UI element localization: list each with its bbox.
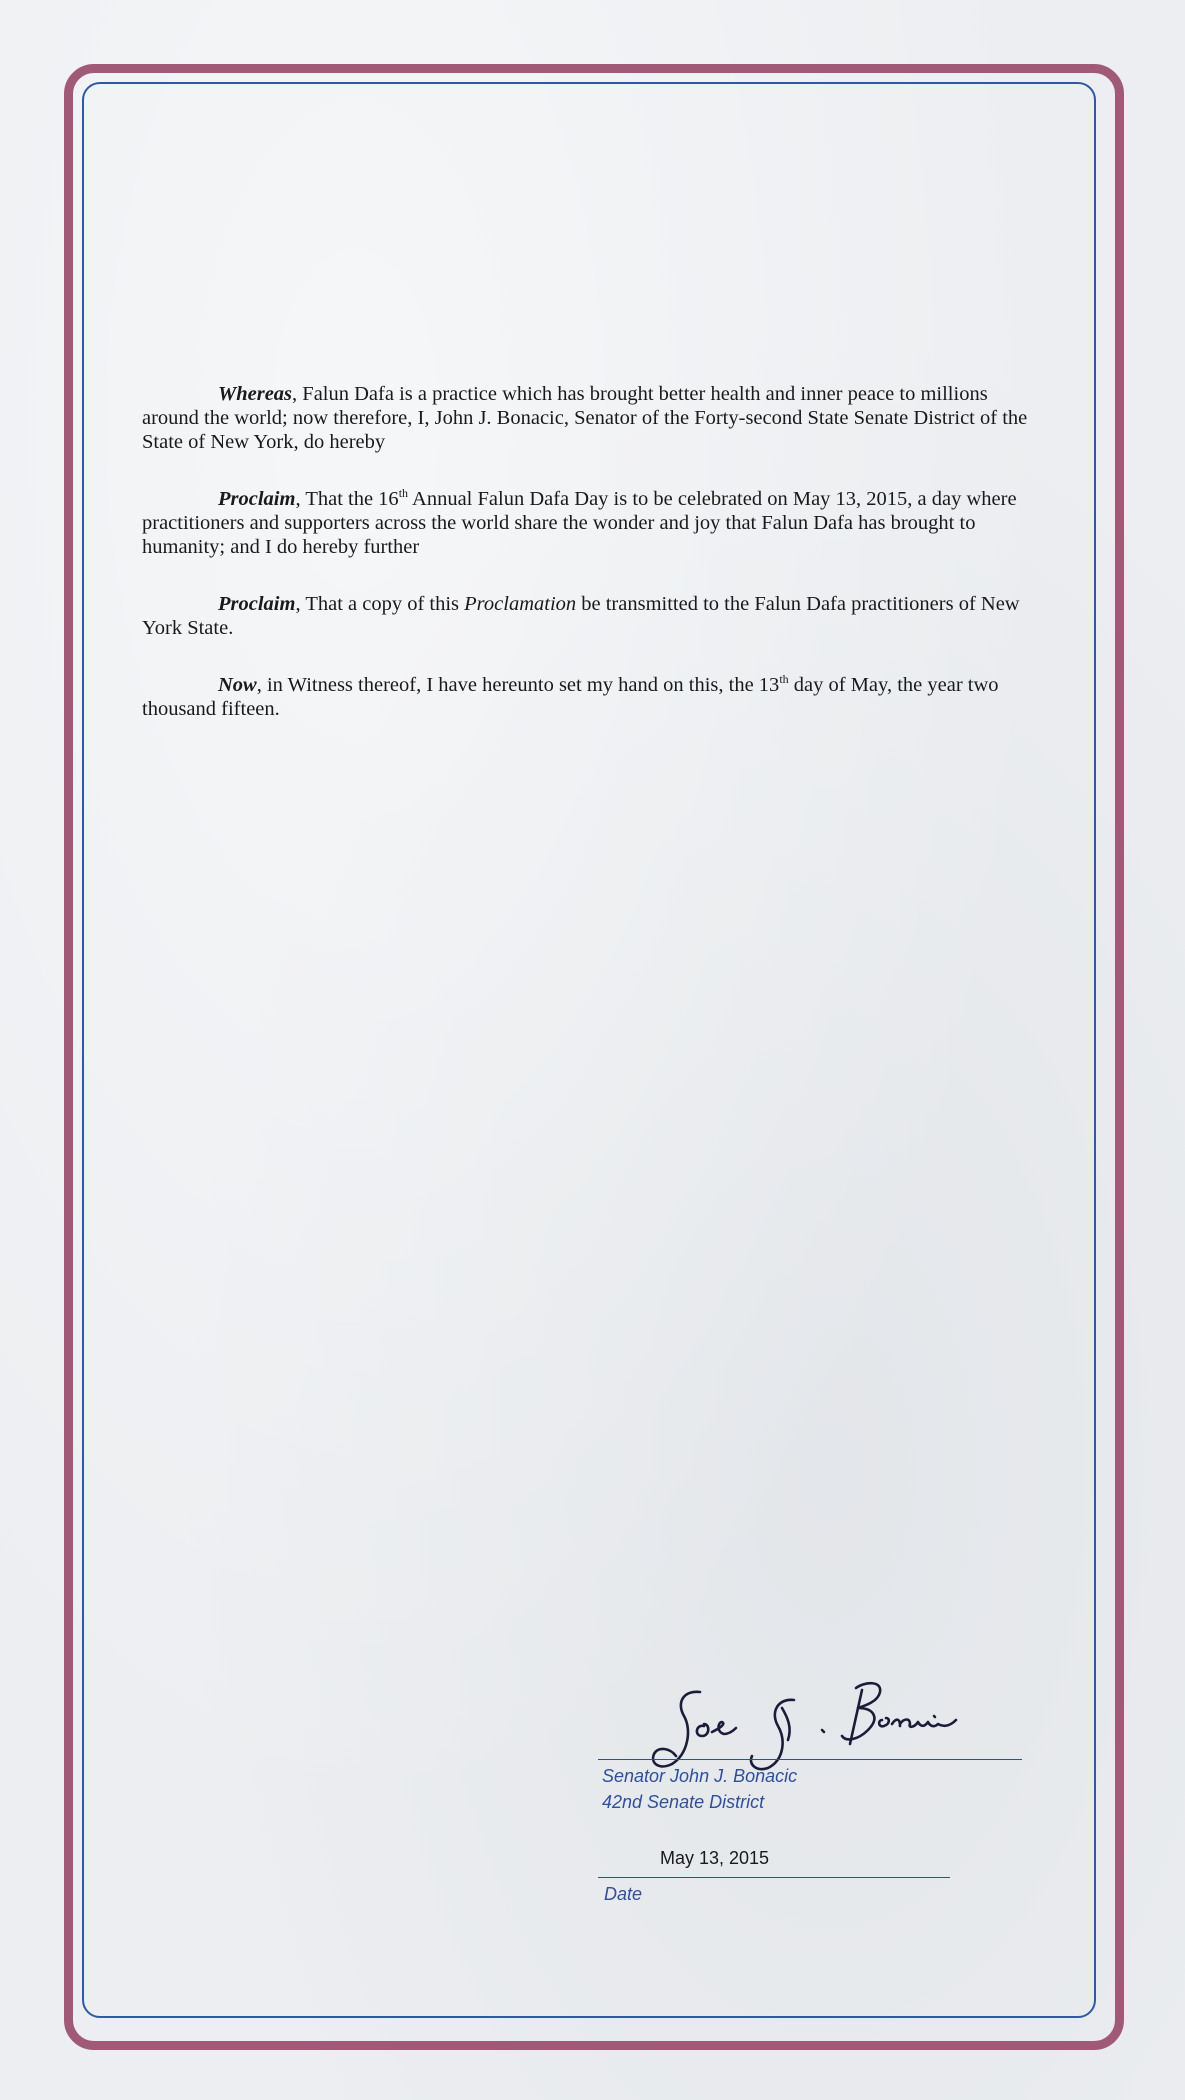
proclaim-text-2a: , That a copy of this bbox=[295, 593, 465, 615]
ordinal-suffix: th bbox=[779, 672, 789, 687]
ordinal-suffix: th bbox=[398, 486, 409, 501]
signatory-name: Senator John J. Bonacic bbox=[602, 1766, 798, 1786]
proclamation-word: Proclamation bbox=[464, 593, 577, 615]
proclaim-lead-2: Proclaim bbox=[218, 593, 296, 615]
witness-lead: Now bbox=[218, 674, 257, 696]
date-value: May 13, 2015 bbox=[660, 1848, 770, 1868]
proclamation-body bbox=[142, 382, 1047, 754]
witness-paragraph bbox=[142, 673, 1047, 721]
proclaim-paragraph-1 bbox=[142, 487, 1047, 559]
whereas-lead: Whereas bbox=[218, 383, 293, 405]
proclaim-text-2b: be transmitted to the Falun Dafa practitioners of New York State. bbox=[142, 593, 1020, 639]
proclaim-lead-1: Proclaim bbox=[218, 488, 296, 510]
date-label: Date bbox=[604, 1884, 643, 1904]
date-line bbox=[598, 1877, 950, 1878]
proclaim-text-1b: Annual Falun Dafa Day is to be celebrated on May 13, 2015, a day where practitioners and supporters across the world share the wonder and joy that Falun Dafa has brought to humanity; and I do hereby further bbox=[142, 488, 1017, 558]
whereas-paragraph bbox=[142, 382, 1047, 454]
proclaim-paragraph-2 bbox=[142, 592, 1047, 640]
witness-text-b: day of May, the year two thousand fifteen. bbox=[142, 674, 999, 720]
signatory-district: 42nd Senate District bbox=[602, 1792, 765, 1812]
signature-line bbox=[598, 1759, 1022, 1760]
whereas-text: , Falun Dafa is a practice which has brought better health and inner peace to millions around the world; now therefore, I, John J. Bonacic, Senator of the Forty-second State Senate District of the State of New York, do hereby bbox=[142, 383, 1028, 453]
handwritten-signature bbox=[642, 1668, 982, 1778]
witness-text-a: , in Witness thereof, I have hereunto set my hand on this, the 13 bbox=[256, 674, 780, 696]
proclaim-text-1a: , That the 16 bbox=[295, 488, 399, 510]
